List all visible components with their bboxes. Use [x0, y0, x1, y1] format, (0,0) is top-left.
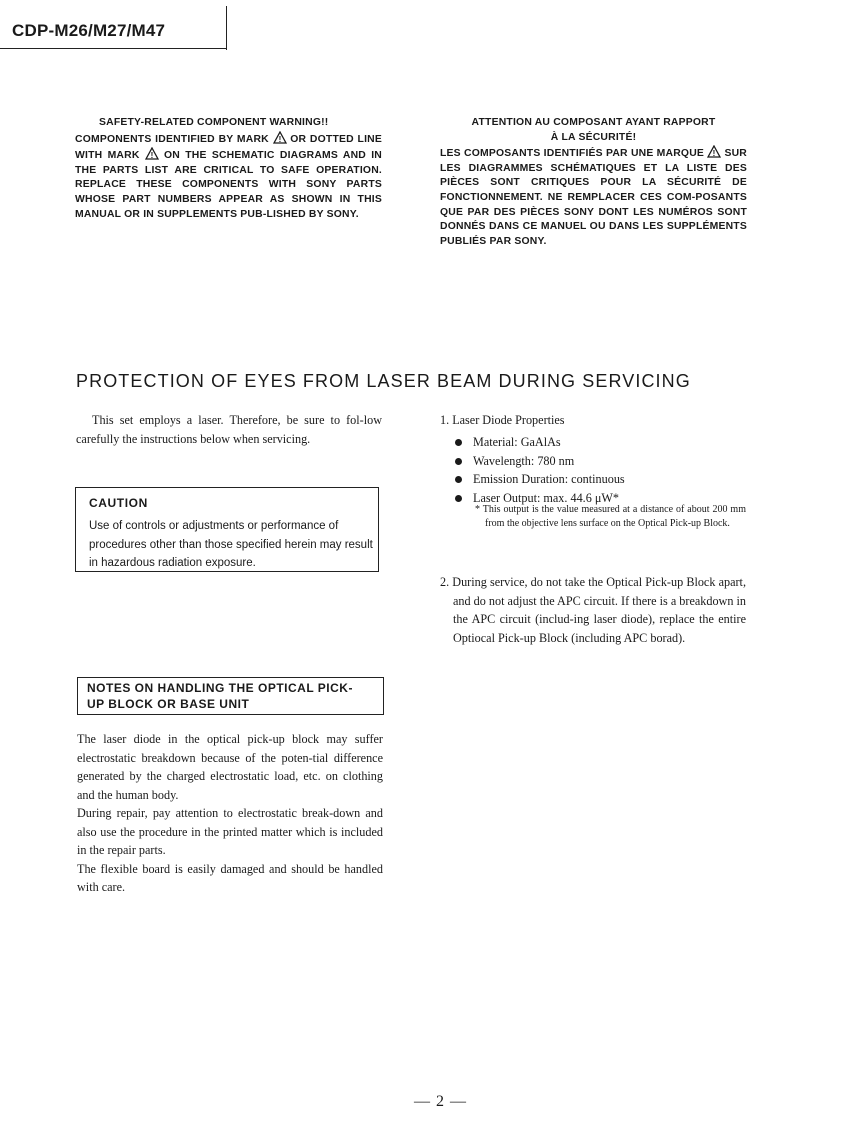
notes-paragraph: The flexible board is easily damaged and should be handled with care.	[77, 861, 383, 894]
caution-text: Use of controls or adjustments or performance of procedures other than those specified herein may result in hazardous radiation exposure.	[89, 520, 373, 569]
svg-text:!: !	[150, 151, 154, 161]
notes-paragraph: During repair, pay attention to electrostatic break-down and also use the procedure in the printed matter which is included in the repair parts.	[77, 806, 383, 857]
notes-heading-box	[77, 677, 384, 715]
laser-diode-title: 1. Laser Diode Properties	[440, 413, 565, 427]
header-divider-horizontal	[0, 48, 227, 49]
svg-text:!: !	[278, 134, 281, 144]
list-item	[455, 470, 625, 489]
service-note	[440, 573, 746, 647]
safety-warning-body-part2: OR DOTTED LINE WITH MARK	[75, 133, 382, 162]
safety-warning-fr-body-part1: LES COMPOSANTS IDENTIFIÉS PAR UNE MARQUE	[440, 148, 705, 160]
safety-warning-title: SAFETY-RELATED COMPONENT WARNING!!	[99, 117, 329, 128]
safety-warning-body	[75, 131, 382, 223]
notes-heading-line1: NOTES ON HANDLING THE OPTICAL PICK-	[87, 681, 353, 695]
safety-warning-fr-body-part2: SUR LES DIAGRAMMES SCHÉMATIQUES ET LA LISTE DES PIÈCES SONT CRITIQUES POUR LA SÉCURITÉ DE FONCTIONNEMENT. NE REMPLACER CES COM-POSANTS QUE PAR DES PIÈCES SONY DONT LES NUMÉROS SONT DONNÉS DANS CE MANUEL OU DANS LES SUPPLÉMENTS PUBLIÉS PAR SONY.	[440, 148, 747, 247]
list-item	[455, 452, 625, 471]
section-heading: PROTECTION OF EYES FROM LASER BEAM DURING SERVICING	[76, 371, 691, 391]
caution-title: CAUTION	[89, 496, 148, 510]
footnote-text: * This output is the value measured at a distance of about 200 mm from the objective lens surface on the Optical Pick-up Block.	[475, 504, 746, 529]
safety-warning-english	[75, 116, 382, 222]
property-text: Material: GaAlAs	[473, 435, 561, 449]
bullet-icon	[455, 439, 462, 446]
header-divider-vertical	[226, 6, 227, 50]
service-note-text: 2. During service, do not take the Optical Pick-up Block apart, and do not adjust the APC circuit. If there is a breakdown in the APC circuit (includ-ing laser diode), replace the entire Optiocal Pick-up Block (including APC borad).	[440, 575, 746, 645]
property-text: Wavelength: 780 nm	[473, 453, 575, 468]
laser-output-footnote	[471, 503, 746, 530]
notes-paragraph: The laser diode in the optical pick-up block may suffer electrostatic breakdown because of the poten-tial difference generated by the charged electrostatic load, etc. on clothing and the human body.	[77, 732, 383, 802]
safety-warning-body-part3: ON THE SCHEMATIC DIAGRAMS AND IN THE PARTS LIST ARE CRITICAL TO SAFE OPERATION. REPLACE THESE COMPONENTS WITH SONY PARTS WHOSE PART NUMBERS APPEAR AS SHOWN IN THIS MANUAL OR IN SUPPLEMENTS PUB-LISHED BY SONY.	[75, 150, 382, 220]
intro-paragraph: This set employs a laser. Therefore, be sure to fol-low carefully the instructions below when servicing.	[76, 413, 382, 446]
warning-triangle-icon	[145, 147, 159, 160]
property-text: Emission Duration: continuous	[473, 472, 625, 486]
warning-triangle-icon	[707, 145, 721, 158]
property-text: Laser Output: max. 44.6 μW*	[473, 490, 619, 505]
safety-warning-body-part1: COMPONENTS IDENTIFIED BY MARK	[75, 133, 269, 145]
page-number: — 2 —	[414, 1093, 467, 1110]
safety-warning-french	[440, 116, 747, 249]
safety-warning-fr-title-line2: À LA SÉCURITÉ!	[550, 131, 637, 143]
bullet-icon	[455, 495, 462, 502]
safety-warning-fr-body	[440, 145, 747, 249]
caution-box	[75, 487, 379, 572]
model-title: CDP-M26/M27/M47	[12, 21, 166, 40]
safety-warning-fr-title-line1: ATTENTION AU COMPOSANT AYANT RAPPORT	[471, 117, 716, 128]
warning-triangle-icon	[273, 131, 287, 144]
list-item	[455, 433, 625, 452]
bullet-icon	[455, 476, 462, 483]
notes-heading-line2: UP BLOCK OR BASE UNIT	[87, 697, 250, 711]
notes-text	[77, 730, 383, 897]
svg-text:!: !	[712, 149, 716, 159]
laser-diode-properties	[455, 433, 625, 507]
bullet-icon	[455, 458, 462, 465]
